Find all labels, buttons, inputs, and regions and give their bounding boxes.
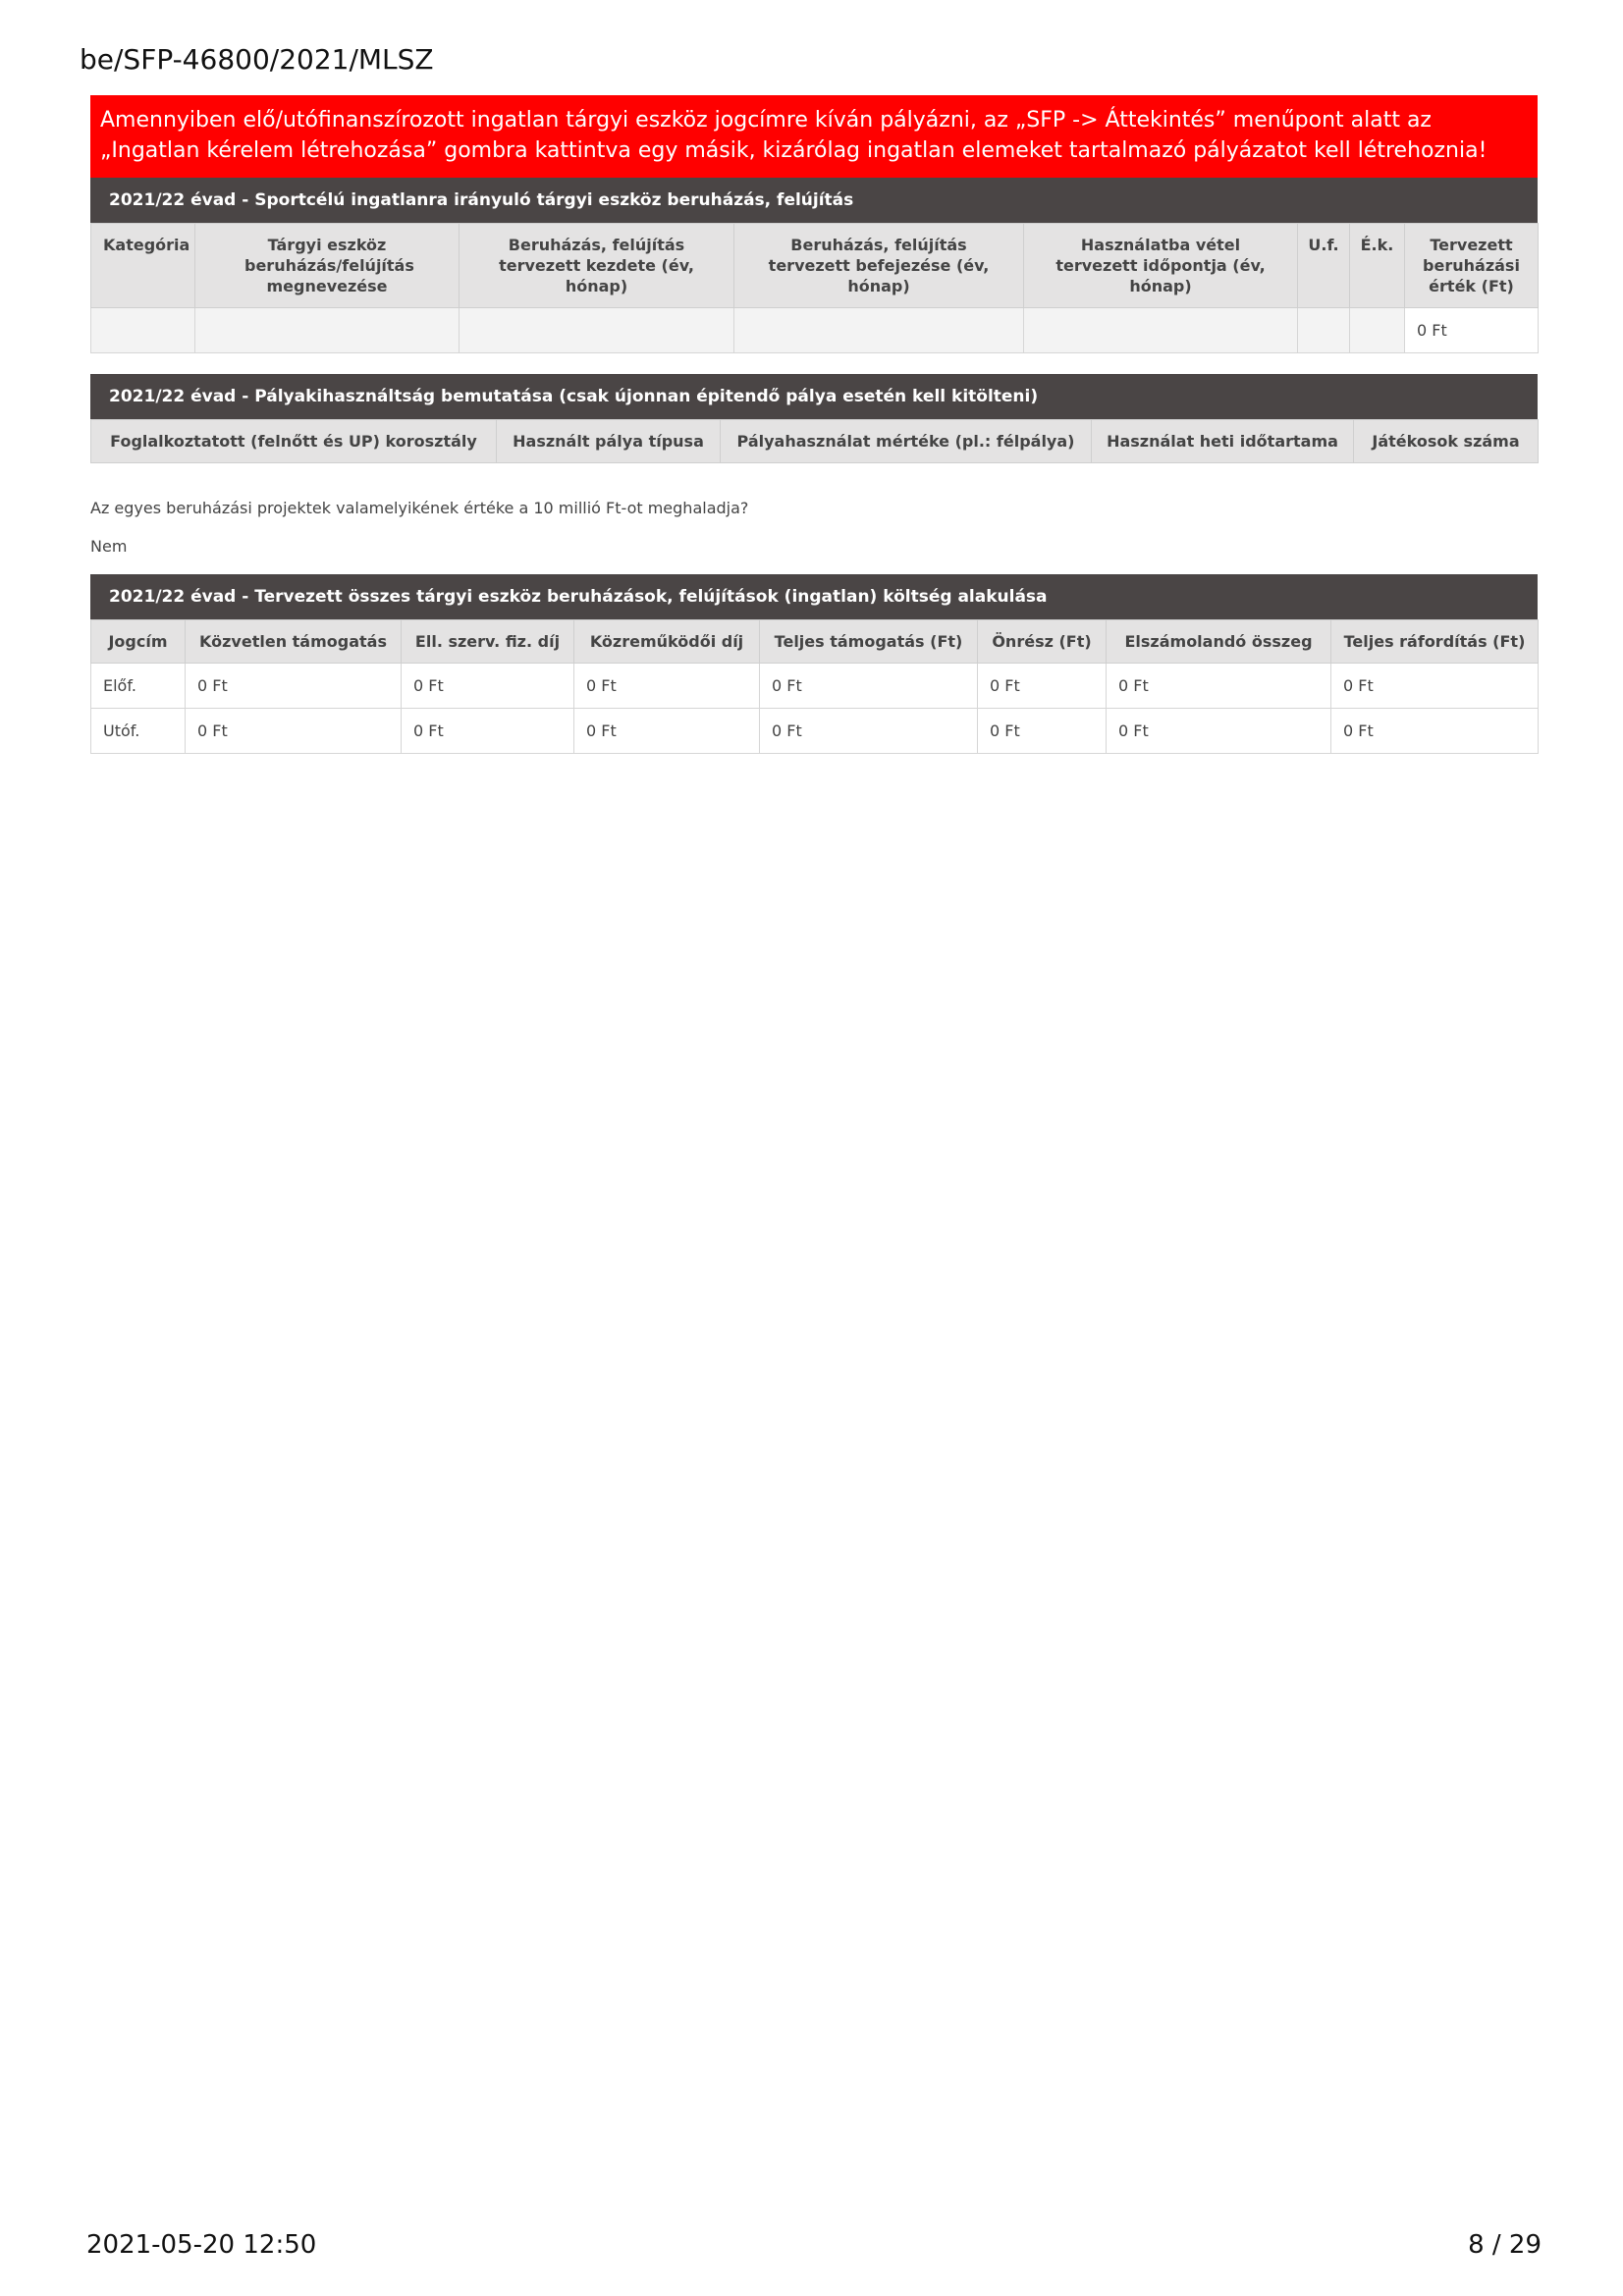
section-cost-summary-title: 2021/22 évad - Tervezett összes tárgyi eszköz beruházások, felújítások (ingatlan) költség alakulása <box>90 574 1538 619</box>
table-row <box>91 709 1539 754</box>
table-cell <box>1298 308 1350 353</box>
table-header-row <box>91 420 1539 463</box>
table-row <box>91 308 1539 353</box>
table-cell: 0 Ft <box>402 709 574 754</box>
footer-page-number: 8 / 29 <box>1468 2230 1542 2260</box>
table-cell <box>195 308 460 353</box>
column-header: Teljes támogatás (Ft) <box>760 620 978 664</box>
question-answer: Nem <box>90 537 128 556</box>
table-cell <box>734 308 1024 353</box>
column-header: Jogcím <box>91 620 186 664</box>
table-cell <box>91 308 195 353</box>
table-cell: 0 Ft <box>1331 664 1539 709</box>
table-cell <box>1024 308 1298 353</box>
table-cell: Utóf. <box>91 709 186 754</box>
section-sport-real-estate-title: 2021/22 évad - Sportcélú ingatlanra irányuló tárgyi eszköz beruházás, felújítás <box>90 178 1538 223</box>
column-header: Használat heti időtartama <box>1092 420 1354 463</box>
cost-summary-table <box>90 619 1539 754</box>
table-cell <box>1350 308 1405 353</box>
table-row <box>91 664 1539 709</box>
column-header: Tervezett beruházási érték (Ft) <box>1405 224 1539 308</box>
table-cell: 0 Ft <box>186 709 402 754</box>
table-cell: 0 Ft <box>1107 709 1331 754</box>
table-cell: 0 Ft <box>978 709 1107 754</box>
column-header: Használt pálya típusa <box>497 420 721 463</box>
column-header: Használatba vétel tervezett időpontja (év, hónap) <box>1024 224 1298 308</box>
footer-datetime: 2021-05-20 12:50 <box>86 2230 317 2260</box>
table-cell: 0 Ft <box>574 709 760 754</box>
table-header-row <box>91 620 1539 664</box>
column-header: Ell. szerv. fiz. díj <box>402 620 574 664</box>
column-header: Pályahasználat mértéke (pl.: félpálya) <box>721 420 1092 463</box>
column-header: Foglalkoztatott (felnőtt és UP) korosztály <box>91 420 497 463</box>
table-cell: 0 Ft <box>978 664 1107 709</box>
table-cell: 0 Ft <box>1107 664 1331 709</box>
sport-real-estate-table <box>90 223 1539 353</box>
question-label: Az egyes beruházási projektek valamelyikének értéke a 10 millió Ft-ot meghaladja? <box>90 499 749 517</box>
column-header: Beruházás, felújítás tervezett befejezése (év, hónap) <box>734 224 1024 308</box>
table-cell: 0 Ft <box>1405 308 1539 353</box>
column-header: Játékosok száma <box>1354 420 1539 463</box>
document-id: be/SFP-46800/2021/MLSZ <box>80 43 434 76</box>
column-header: Teljes ráfordítás (Ft) <box>1331 620 1539 664</box>
table-cell: 0 Ft <box>574 664 760 709</box>
column-header: Beruházás, felújítás tervezett kezdete (év, hónap) <box>460 224 734 308</box>
table-cell: Előf. <box>91 664 186 709</box>
field-usage-table <box>90 419 1539 463</box>
column-header: Tárgyi eszköz beruházás/felújítás megnevezése <box>195 224 460 308</box>
column-header: Elszámolandó összeg <box>1107 620 1331 664</box>
column-header: Önrész (Ft) <box>978 620 1107 664</box>
table-cell: 0 Ft <box>186 664 402 709</box>
column-header: Közvetlen támogatás <box>186 620 402 664</box>
column-header: É.k. <box>1350 224 1405 308</box>
column-header: Közreműködői díj <box>574 620 760 664</box>
form-content <box>90 95 1538 754</box>
section-field-usage-title: 2021/22 évad - Pályakihasználtság bemutatása (csak újonnan épitendő pálya esetén kell kitölteni) <box>90 374 1538 419</box>
table-cell: 0 Ft <box>1331 709 1539 754</box>
real-estate-notice: Amennyiben elő/utófinanszírozott ingatlan tárgyi eszköz jogcímre kíván pályázni, az „SFP -> Áttekintés” menűpont alatt az „Ingatlan kérelem létrehozása” gombra kattintva egy másik, kizárólag ingatlan elemeket tartalmazó pályázatot kell létrehoznia! <box>90 95 1538 178</box>
table-header-row <box>91 224 1539 308</box>
table-cell: 0 Ft <box>402 664 574 709</box>
column-header: U.f. <box>1298 224 1350 308</box>
column-header: Kategória <box>91 224 195 308</box>
table-cell: 0 Ft <box>760 709 978 754</box>
table-cell <box>460 308 734 353</box>
table-cell: 0 Ft <box>760 664 978 709</box>
